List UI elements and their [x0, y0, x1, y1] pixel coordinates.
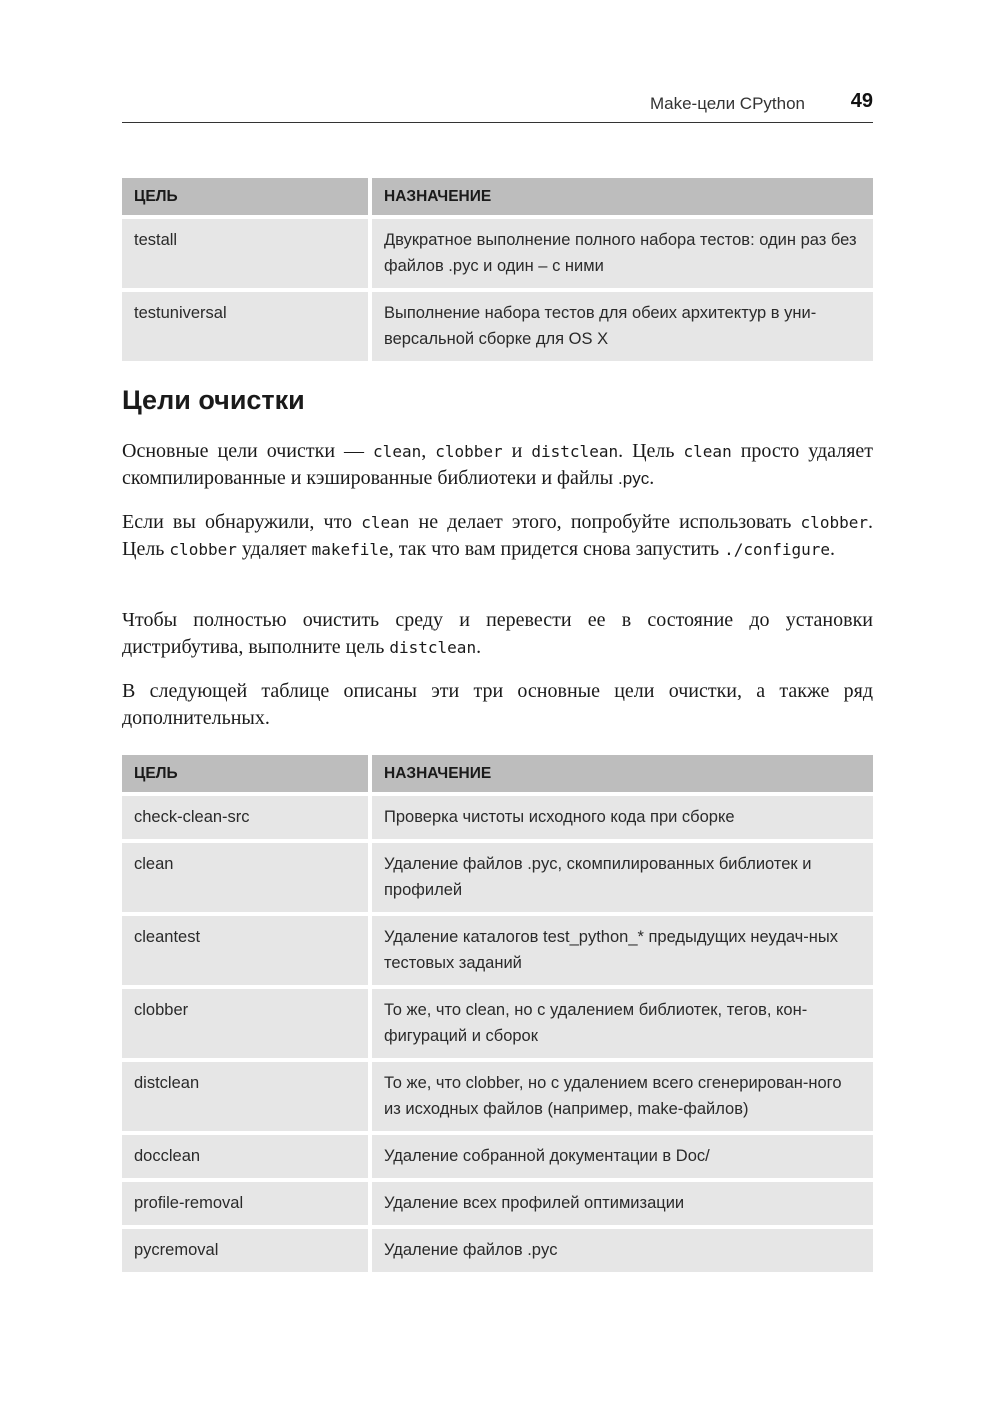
file-extension: .pyc	[618, 469, 650, 488]
text-run: не делает этого, попробуйте использовать	[409, 511, 801, 533]
purpose-cell: Удаление файлов .pyc, скомпилированных библиотек и профилей	[372, 843, 873, 912]
inline-code: clobber	[435, 442, 503, 461]
column-header-purpose: НАЗНАЧЕНИЕ	[372, 755, 873, 792]
inline-code: distclean	[389, 638, 477, 657]
paragraph	[122, 678, 873, 732]
purpose-cell: То же, что clean, но с удалением библиотек, тегов, кон-фигураций и сборок	[372, 989, 873, 1058]
text-run: Чтобы полностью очистить среду и перевести ее в состояние до установки дистрибутива, выполните цель	[122, 609, 873, 658]
table-row	[122, 796, 873, 839]
target-cell: check-clean-src	[122, 796, 372, 839]
paragraph	[122, 509, 873, 563]
column-header-purpose: НАЗНАЧЕНИЕ	[372, 178, 873, 215]
target-cell: profile-removal	[122, 1182, 372, 1225]
page-number: 49	[850, 90, 873, 112]
column-header-target: ЦЕЛЬ	[122, 755, 372, 792]
purpose-cell: Удаление всех профилей оптимизации	[372, 1182, 873, 1225]
text-run: .	[830, 538, 836, 560]
table-row	[122, 916, 873, 985]
purpose-cell: Удаление каталогов test_python_* предыдущих неудач-ных тестовых заданий	[372, 916, 873, 985]
text-run: Основные цели очистки —	[122, 440, 374, 462]
column-header-target: ЦЕЛЬ	[122, 178, 372, 215]
table-row	[122, 1062, 873, 1131]
inline-code: clean	[373, 442, 422, 461]
target-cell: docclean	[122, 1135, 372, 1178]
target-cell: clean	[122, 843, 372, 912]
text-run: .	[649, 467, 655, 489]
text-run: .	[476, 636, 482, 658]
table-row	[122, 1135, 873, 1178]
purpose-cell: Выполнение набора тестов для обеих архитектур в уни-версальной сборке для OS X	[372, 292, 873, 361]
inline-code: clean	[683, 442, 732, 461]
purpose-cell: Проверка чистоты исходного кода при сборке	[372, 796, 873, 839]
target-cell: testuniversal	[122, 292, 372, 361]
text-run: В следующей таблице описаны эти три основные цели очистки, а также ряд дополнительных.	[122, 680, 873, 729]
inline-code: clean	[361, 513, 410, 532]
paragraph	[122, 607, 873, 661]
cleanup-targets-table	[122, 751, 873, 1276]
table-row	[122, 989, 873, 1058]
purpose-cell: Удаление файлов .pyc	[372, 1229, 873, 1272]
inline-code: clobber	[169, 540, 237, 559]
target-cell: testall	[122, 219, 372, 288]
target-cell: pycremoval	[122, 1229, 372, 1272]
text-run: просто удаляет скомпилированные и кэшированные библиотеки и файлы	[122, 440, 874, 489]
text-run: и	[502, 440, 532, 462]
purpose-cell: Удаление собранной документации в Doc/	[372, 1135, 873, 1178]
table-row	[122, 292, 873, 361]
text-run: . Цель	[618, 440, 684, 462]
table-row	[122, 1229, 873, 1272]
inline-code: distclean	[531, 442, 619, 461]
text-run: , так что вам придется снова запустить	[388, 538, 725, 560]
running-title: Make-цели CPython	[649, 94, 805, 113]
inline-code: clobber	[800, 513, 868, 532]
table-header-row	[122, 178, 873, 215]
table-row	[122, 843, 873, 912]
targets-table-1	[122, 174, 873, 365]
table-header-row	[122, 755, 873, 792]
inline-code: ./configure	[724, 540, 831, 559]
text-run: удаляет	[236, 538, 312, 560]
paragraph	[122, 438, 873, 492]
purpose-cell: Двукратное выполнение полного набора тестов: один раз без файлов .pyc и один – с ними	[372, 219, 873, 288]
text-run: ,	[421, 440, 436, 462]
inline-code: makefile	[311, 540, 389, 559]
table-row	[122, 1182, 873, 1225]
purpose-cell: То же, что clobber, но с удалением всего сгенерирован-ного из исходных файлов (например, make-файлов)	[372, 1062, 873, 1131]
text-run: Если вы обнаружили, что	[122, 511, 362, 533]
text-run: . Цель	[122, 511, 873, 560]
section-heading: Цели очистки	[122, 385, 305, 415]
target-cell: cleantest	[122, 916, 372, 985]
target-cell: clobber	[122, 989, 372, 1058]
running-header	[122, 86, 873, 123]
table-row	[122, 219, 873, 288]
target-cell: distclean	[122, 1062, 372, 1131]
